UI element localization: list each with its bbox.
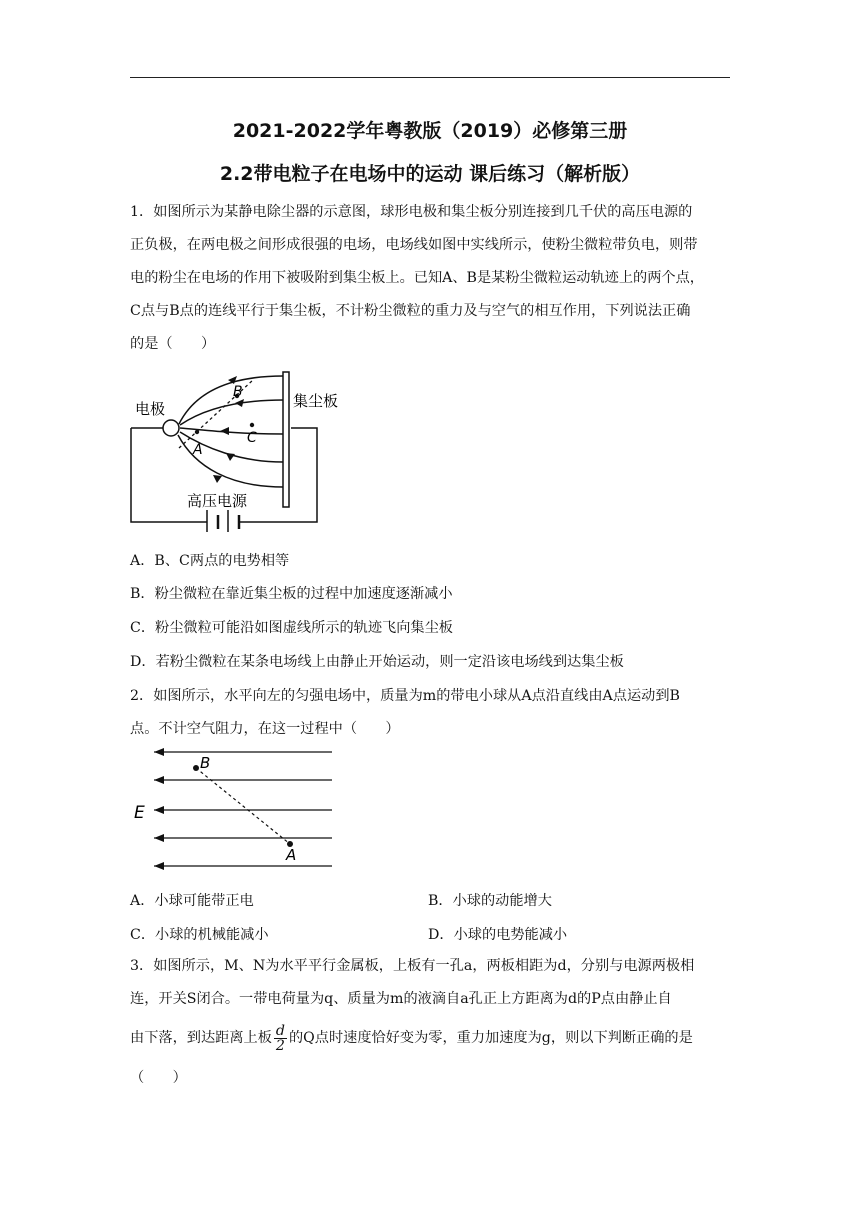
question-1-line: 电的粉尘在电场的作用下被吸附到集尘板上。已知A、B是某粉尘微粒运动轨迹上的两个点，	[130, 270, 704, 286]
fraction-numerator: d	[275, 1022, 285, 1039]
question-2-option-d[interactable]: D．小球的电势能减小	[428, 927, 568, 943]
page-subtitle: 2.2带电粒子在电场中的运动 课后练习（解析版）	[219, 163, 641, 185]
point-b-label: B	[200, 754, 211, 772]
page-title: 2021-2022学年粤教版（2019）必修第三册	[232, 120, 628, 142]
question-2-stem	[130, 680, 730, 746]
question-1-option-d[interactable]: D．若粉尘微粒在某条电场线上由静止开始运动，则一定沿该电场线到达集尘板	[130, 654, 624, 670]
question-3-line: 3．如图所示，M、N为水平平行金属板，上板有一孔a，两板相距为d，分别与电源两极相	[130, 958, 695, 974]
plate-label: 集尘板	[293, 392, 339, 410]
question-1-option-b[interactable]: B．粉尘微粒在靠近集尘板的过程中加速度逐渐减小	[130, 586, 453, 602]
question-3-text-after-fraction: 的Q点时速度恰好变为零，重力加速度为g，则以下判断正确的是	[288, 1030, 693, 1046]
point-b-label: B	[233, 384, 243, 400]
question-3-text-before-fraction: 由下落，到达距离上板	[130, 1030, 272, 1046]
question-2-line: 点。不计空气阻力，在这一过程中（ ）	[130, 721, 400, 737]
electrode-label: 电极	[135, 400, 166, 418]
power-source-label: 高压电源	[187, 492, 248, 510]
question-2-option-b[interactable]: B．小球的动能增大	[428, 893, 552, 909]
question-2-option-a[interactable]: A．小球可能带正电	[130, 893, 254, 909]
field-e-label: E	[134, 803, 145, 823]
electrostatic-precipitator-figure	[125, 362, 355, 532]
uniform-field-figure	[128, 742, 338, 874]
question-1-line: 1．如图所示为某静电除尘器的示意图，球形电极和集尘板分别连接到几千伏的高压电源的	[130, 204, 693, 220]
question-1-line: 的是（ ）	[130, 336, 216, 352]
question-1-stem	[130, 196, 730, 361]
question-1-line: 正负极，在两电极之间形成很强的电场，电场线如图中实线所示，使粉尘微粒带负电，则带	[130, 237, 698, 253]
question-1-option-a[interactable]: A．B、C两点的电势相等	[130, 553, 290, 569]
d-over-2-fraction	[274, 1024, 287, 1053]
question-3-line-3	[130, 1018, 730, 1058]
question-2-line: 2．如图所示，水平向左的匀强电场中，质量为m的带电小球从A点沿直线由A点运动到B	[130, 688, 680, 704]
point-a-label: A	[193, 442, 203, 458]
point-c-label: C	[247, 430, 257, 446]
question-1-line: C点与B点的连线平行于集尘板，不计粉尘微粒的重力及与空气的相互作用，下列说法正确	[130, 303, 691, 319]
fraction-denominator: 2	[275, 1037, 285, 1054]
question-3-answer-blank: （ ）	[130, 1070, 187, 1086]
question-3-line: 连，开关S闭合。一带电荷量为q、质量为m的液滴自a孔正上方距离为d的P点由静止自	[130, 991, 672, 1007]
question-3-stem	[130, 950, 730, 1016]
top-rule	[130, 77, 730, 78]
point-a-label: A	[286, 846, 297, 864]
question-2-option-c[interactable]: C．小球的机械能减小	[130, 927, 269, 943]
question-1-option-c[interactable]: C．粉尘微粒可能沿如图虚线所示的轨迹飞向集尘板	[130, 620, 453, 636]
